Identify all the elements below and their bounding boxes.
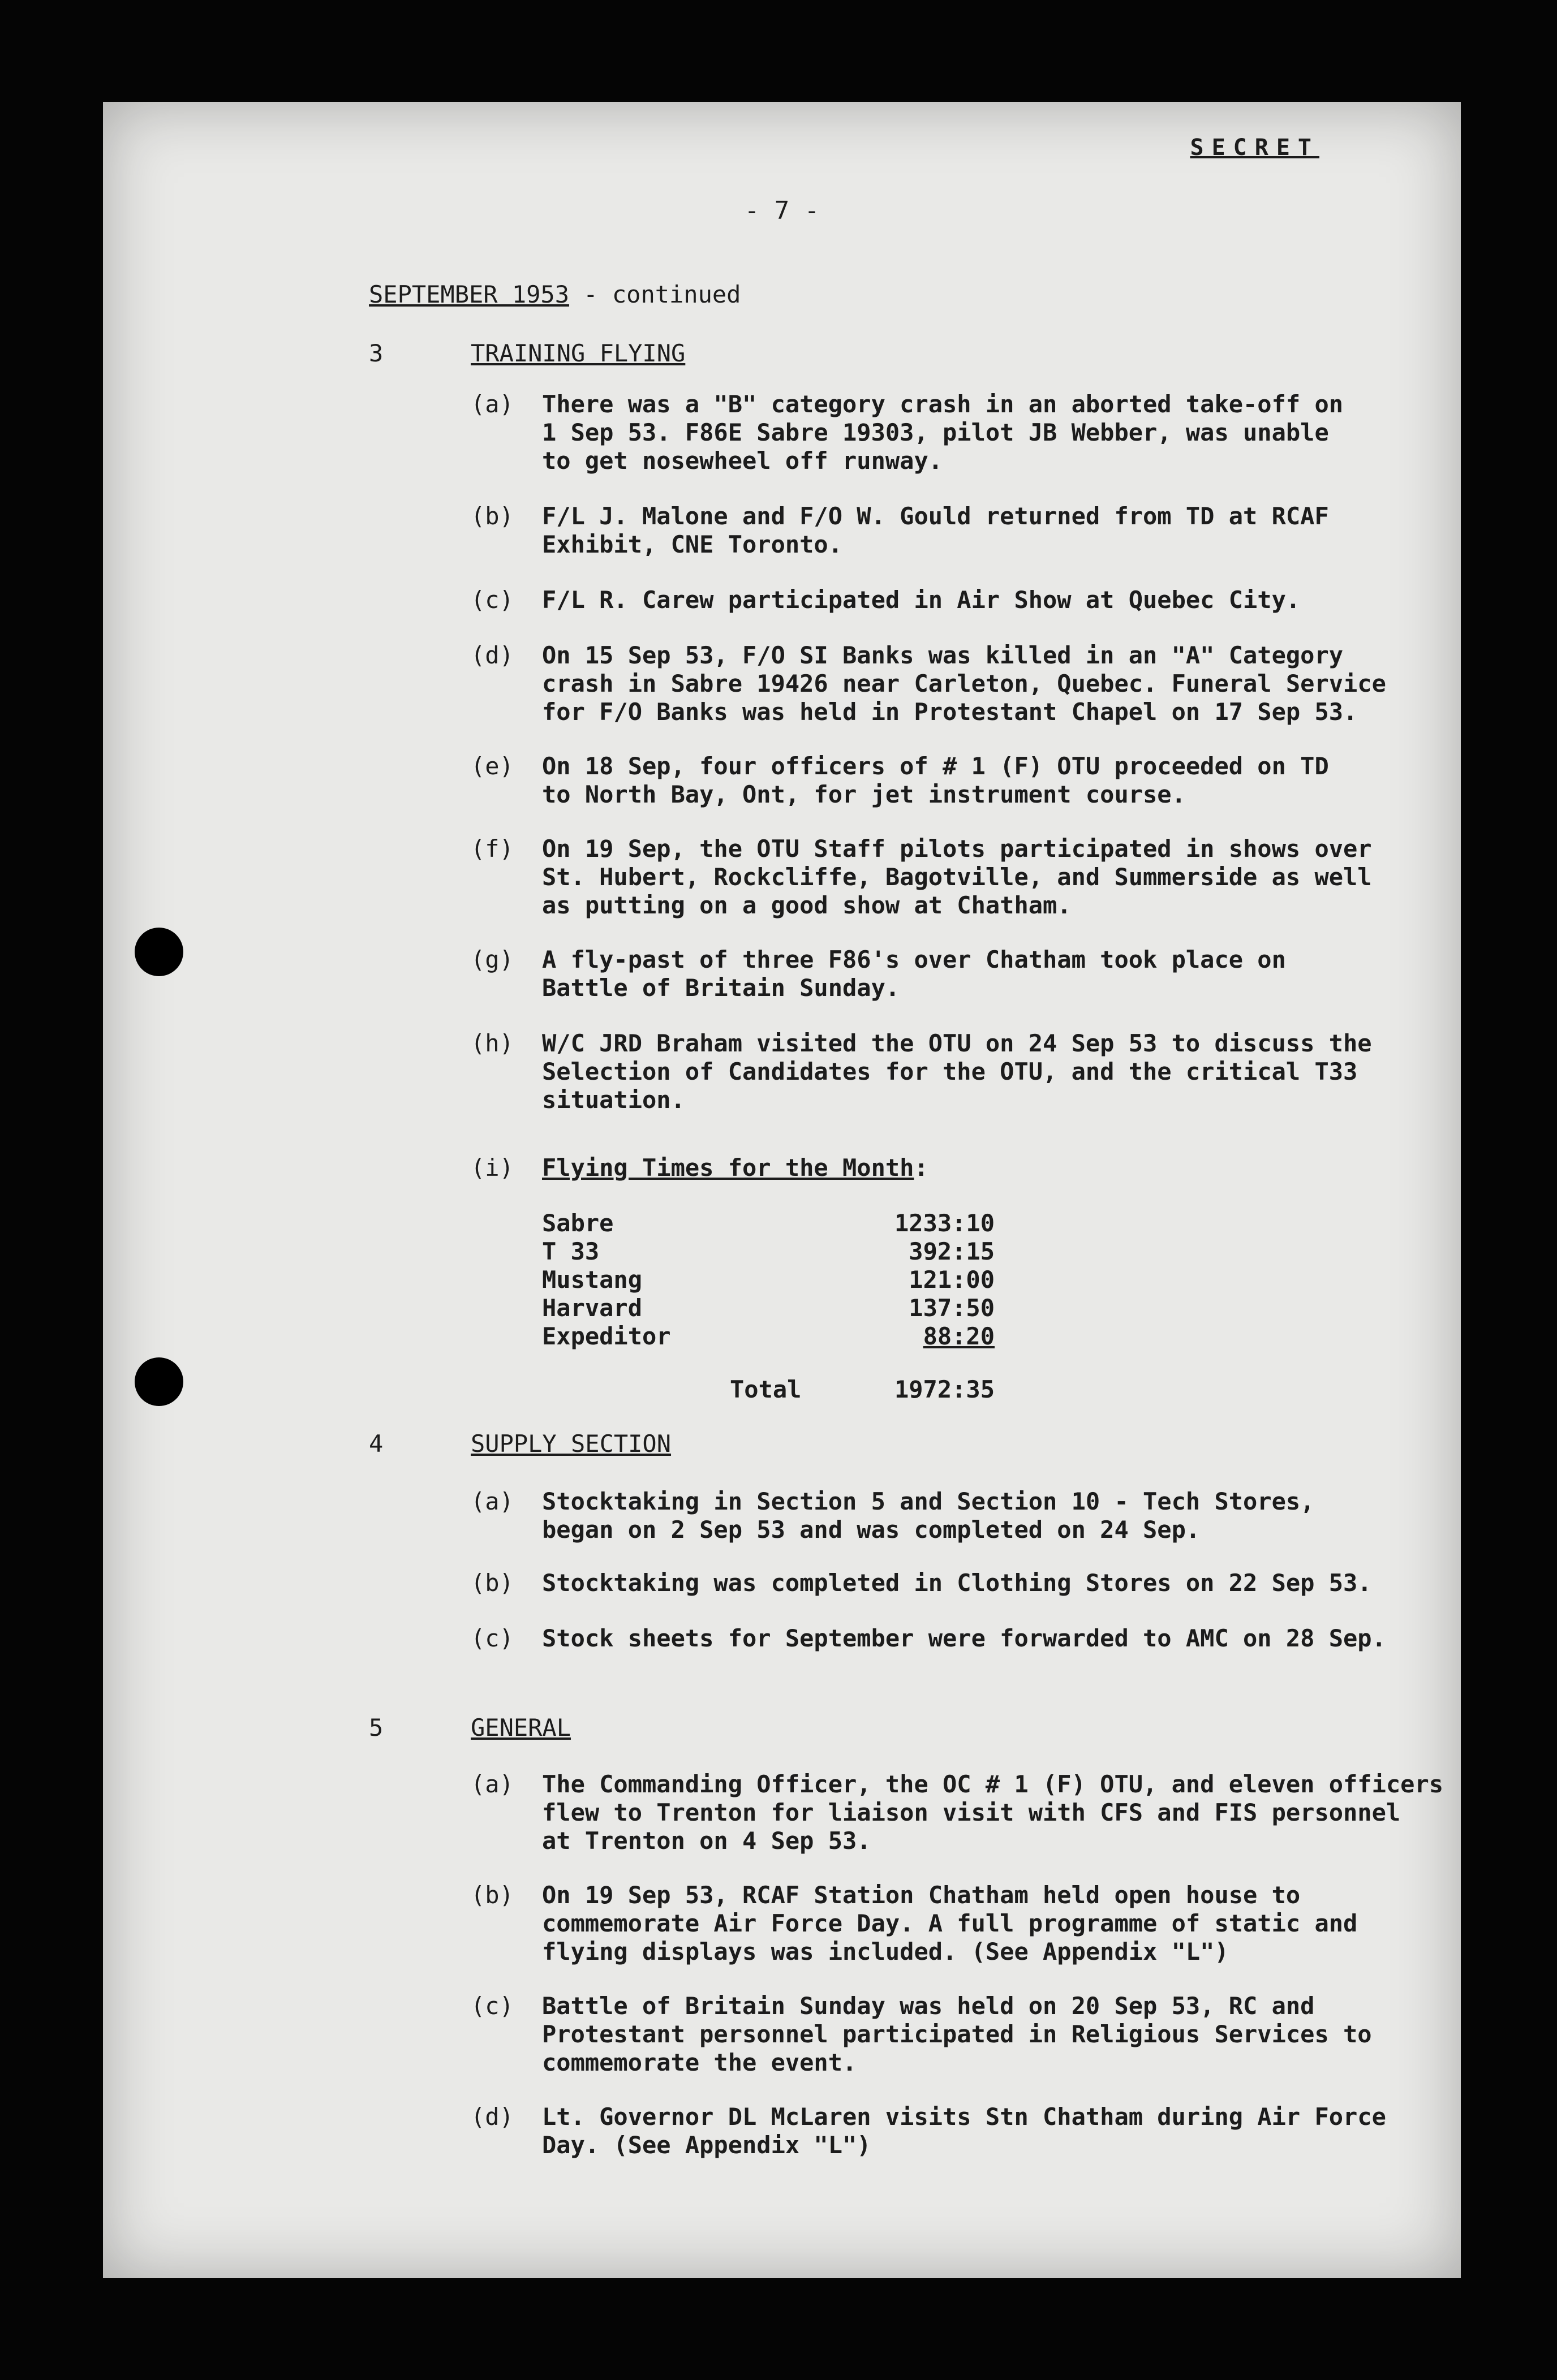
item-text: F/L J. Malone and F/O W. Gould returned from TD at RCAF Exhibit, CNE Toronto. <box>542 502 1329 558</box>
item-label: (d) <box>471 641 514 669</box>
table-row <box>542 1238 995 1266</box>
item-text: A fly-past of three F86's over Chatham took place on Battle of Britain Sunday. <box>542 946 1286 1002</box>
flying-time: 88:20 <box>923 1322 995 1350</box>
item-label: (e) <box>471 752 514 780</box>
item-label: (h) <box>471 1029 514 1057</box>
aircraft-name: T 33 <box>542 1238 600 1265</box>
aircraft-name: Expeditor <box>542 1322 671 1350</box>
item-text: Lt. Governor DL McLaren visits Stn Chatham during Air Force Day. (See Appendix "L") <box>542 2103 1386 2159</box>
item-text: F/L R. Carew participated in Air Show at Quebec City. <box>542 586 1301 614</box>
flying-time: 137:50 <box>909 1294 995 1322</box>
section-number: 5 <box>369 1714 384 1741</box>
document-page <box>103 102 1461 2278</box>
month-heading <box>369 281 741 309</box>
section-title: SUPPLY SECTION <box>471 1430 672 1458</box>
section-number: 3 <box>369 339 384 367</box>
total-label: Total <box>730 1376 802 1403</box>
punch-hole <box>135 928 183 976</box>
item-text: On 19 Sep, the OTU Staff pilots participated in shows over St. Hubert, Rockcliffe, Bagotville, and Summerside as well as putting on a good show at Chatham. <box>542 835 1372 919</box>
aircraft-name: Harvard <box>542 1294 643 1322</box>
section-title: GENERAL <box>471 1714 571 1741</box>
aircraft-name: Sabre <box>542 1209 614 1237</box>
table-row <box>542 1209 995 1238</box>
item-label: (a) <box>471 390 514 418</box>
section-number: 4 <box>369 1430 384 1458</box>
item-text: Stocktaking in Section 5 and Section 10 - Tech Stores, began on 2 Sep 53 and was completed on 24 Sep. <box>542 1488 1315 1543</box>
table-row <box>542 1322 995 1351</box>
item-text: On 15 Sep 53, F/O SI Banks was killed in an "A" Category crash in Sabre 19426 near Carleton, Quebec. Funeral Service for F/O Banks was held in Protestant Chapel on 17 Sep 53. <box>542 641 1386 726</box>
table-row <box>542 1294 995 1322</box>
flying-time: 1233:10 <box>894 1209 995 1237</box>
item-text: The Commanding Officer, the OC # 1 (F) OTU, and eleven officers flew to Trenton for liaison visit with CFS and FIS personnel at Trenton on 4 Sep 53. <box>542 1770 1444 1855</box>
month-suffix: - continued <box>569 281 741 308</box>
item-label: (f) <box>471 835 514 863</box>
item-label: (a) <box>471 1488 514 1515</box>
item-text: On 19 Sep 53, RCAF Station Chatham held open house to commemorate Air Force Day. A full programme of static and flying displays was included. (See Appendix "L") <box>542 1881 1358 1965</box>
item-text: Battle of Britain Sunday was held on 20 Sep 53, RC and Protestant personnel participated in Religious Services to commemorate the event. <box>542 1992 1372 2076</box>
classification-marking: SECRET <box>1190 135 1319 161</box>
total-value: 1972:35 <box>894 1376 995 1403</box>
item-text: There was a "B" category crash in an aborted take-off on 1 Sep 53. F86E Sabre 19303, pilot JB Webber, was unable to get nosewheel off runway. <box>542 390 1344 475</box>
item-text: On 18 Sep, four officers of # 1 (F) OTU proceeded on TD to North Bay, Ont, for jet instrument course. <box>542 752 1329 808</box>
item-label: (b) <box>471 502 514 530</box>
item-text: Stocktaking was completed in Clothing Stores on 22 Sep 53. <box>542 1569 1372 1597</box>
item-text: Stock sheets for September were forwarded to AMC on 28 Sep. <box>542 1624 1386 1652</box>
flying-time: 392:15 <box>909 1238 995 1265</box>
item-label: (g) <box>471 946 514 973</box>
flying-times-colon: : <box>914 1154 928 1182</box>
item-label: (c) <box>471 586 514 614</box>
item-text: W/C JRD Braham visited the OTU on 24 Sep 53 to discuss the Selection of Candidates for the OTU, and the critical T33 situation. <box>542 1029 1372 1114</box>
flying-time: 121:00 <box>909 1266 995 1294</box>
punch-hole <box>135 1357 183 1406</box>
item-label: (b) <box>471 1881 514 1909</box>
page-number: - 7 - <box>744 196 820 225</box>
item-label: (c) <box>471 1624 514 1652</box>
item-label: (d) <box>471 2103 514 2131</box>
flying-times-title: Flying Times for the Month <box>542 1154 914 1182</box>
section-title: TRAINING FLYING <box>471 339 686 367</box>
month-title: SEPTEMBER 1953 <box>369 281 570 308</box>
aircraft-name: Mustang <box>542 1266 643 1294</box>
table-row <box>542 1266 995 1294</box>
item-label: (i) <box>471 1154 514 1182</box>
item-label: (a) <box>471 1770 514 1798</box>
item-label: (b) <box>471 1569 514 1597</box>
item-label: (c) <box>471 1992 514 2020</box>
